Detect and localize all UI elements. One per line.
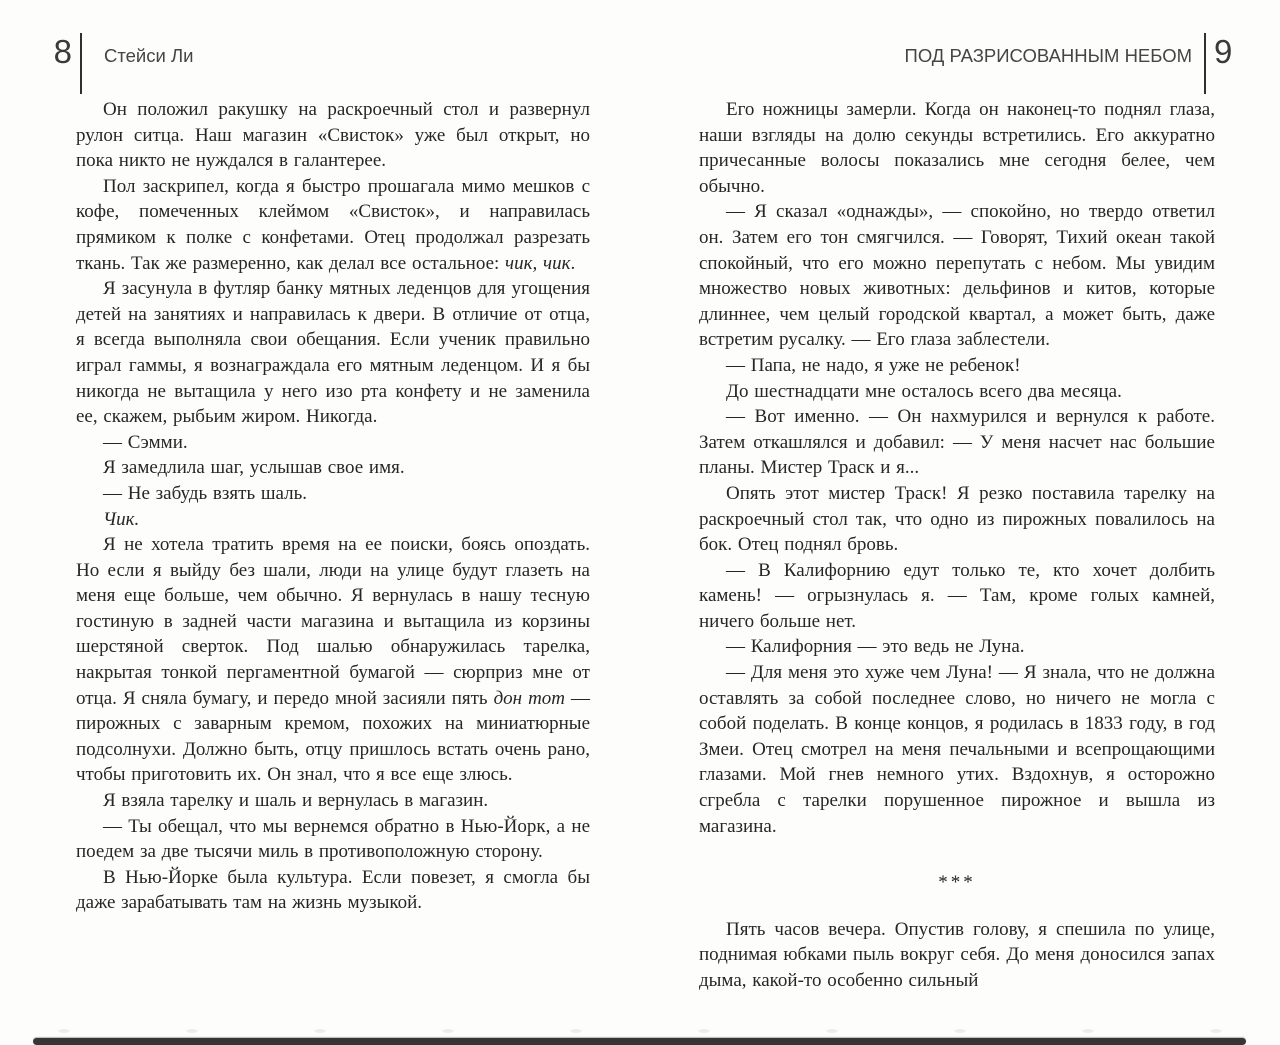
paragraph — [76, 174, 590, 276]
paragraph — [76, 532, 590, 788]
paragraph — [699, 199, 1215, 353]
text-run: Пол заскрипел, когда я быстро прошагала мимо мешков с кофе, помеченных клеймом «Свисток», и направилась прямиком к полке с конфетами. Отец продолжал разрезать ткань. Так же размеренно, как делал все остальное: — [76, 175, 590, 274]
text-run: Я замедлила шаг, услышав свое имя. — [103, 457, 405, 479]
paragraph — [76, 97, 590, 174]
paragraph — [76, 507, 590, 533]
text-run: Я засунула в футляр банку мятных леденцов для угощения детей на занятиях и направилась к двери. В отличие от отца, я всегда выполняла свои обещания. Если ученик правильно играл гаммы, я вознаграждала его мятным леденцом. И я бы никогда не вытащила у него изо рта конфету и не заменила ее, скажем, рыбьим жиром. Никогда. — [76, 278, 590, 428]
italic-text-run: дон тот — [493, 687, 566, 709]
paragraph — [699, 353, 1215, 379]
paragraph — [699, 660, 1215, 839]
text-run: — пирожных с заварным кремом, похожих на миниатюрные подсолнухи. Должно быть, отцу пришлось встать очень рано, чтобы приготовить их. Он знал, что я все еще злюсь. — [76, 687, 591, 786]
text-run: Он положил ракушку на раскроечный стол и развернул рулон ситца. Наш магазин «Свисток» уже был открыт, но пока никто не нуждался в галантерее. — [76, 99, 590, 172]
text-run: — Папа, не надо, я уже не ребенок! — [726, 354, 1021, 376]
paragraph — [76, 455, 590, 481]
text-run: — Для меня это хуже чем Луна! — Я знала, что не должна оставлять за собой последнее слово, но ничего не могла с собой поделать. В конце концов, я родилась в 1833 году, в год Змеи. Отец смотрел на меня печальными и всепрощающими глазами. Мой гнев немного утих. Вздохнув, я осторожно сгребла с тарелки порушенное пирожное и вышла из магазина. — [699, 662, 1215, 837]
text-run: — Сэмми. — [103, 431, 188, 453]
text-run: Я не хотела тратить время на ее поиски, боясь опоздать. Но если я выйду без шали, люди на улице будут глазеть на меня еще больше, чем обычно. Я вернулась в нашу тесную гостиную в задней части магазина и вытащила из корзины шерстяной сверток. Под шалью обнаружилась тарелка, накрытая тонкой пергаментной бумагой — сюрприз мне от отца. Я сняла бумагу, и передо мной засияли пять — [76, 534, 590, 709]
running-title-right: ПОД РАЗРИСОВАННЫМ НЕБОМ — [904, 45, 1192, 66]
text-run: Его ножницы замерли. Когда он наконец-то поднял глаза, наши взгляды на долю секунды встретились. Его аккуратно причесанные волосы показались мне сегодня белее, чем обычно. — [699, 99, 1215, 197]
paragraph — [699, 379, 1215, 405]
paragraph — [76, 481, 590, 507]
paragraph — [699, 481, 1215, 558]
header-divider-left — [80, 33, 82, 94]
text-run: — Ты обещал, что мы вернемся обратно в Нью-Йорк, а не поедем за две тысячи миль в противоположную сторону. — [76, 815, 590, 863]
paragraph — [76, 276, 590, 430]
right-text-column — [699, 97, 1215, 994]
paragraph — [76, 788, 590, 814]
paragraph — [699, 634, 1215, 660]
left-text-column — [76, 97, 590, 916]
paragraph — [699, 404, 1215, 481]
text-run: В Нью-Йорке была культура. Если повезет, я смогла бы даже зарабатывать там на жизнь музыкой. — [76, 866, 590, 914]
paragraph — [76, 430, 590, 456]
italic-text-run: чик, чик — [505, 252, 571, 274]
text-run: — В Калифорнию едут только те, кто хочет долбить камень! — огрызнулась я. — Там, кроме голых камней, ничего больше нет. — [699, 559, 1215, 632]
italic-text-run: Чик. — [103, 508, 140, 530]
section-divider — [699, 870, 1215, 896]
text-run: — Не забудь взять шаль. — [103, 482, 307, 504]
text-run: — Вот именно. — Он нахмурился и вернулся к работе. Затем откашлялся и добавил: — У меня насчет нас большие планы. Мистер Траск и я... — [699, 406, 1215, 479]
paragraph — [76, 814, 590, 865]
text-run: *** — [938, 872, 976, 894]
text-run: — Калифорния — это ведь не Луна. — [726, 636, 1025, 658]
paragraph — [699, 917, 1215, 994]
text-run: До шестнадцати мне осталось всего два месяца. — [726, 380, 1122, 402]
text-run: Пять часов вечера. Опустив голову, я спешила по улице, поднимая юбками пыль вокруг себя. До меня доносился запах дыма, какой-то особенно сильный — [699, 918, 1215, 991]
paragraph — [76, 865, 590, 916]
scan-smudges — [0, 1026, 1280, 1036]
header-divider-right — [1204, 33, 1206, 94]
paragraph — [699, 558, 1215, 635]
text-run: Я взяла тарелку и шаль и вернулась в магазин. — [103, 790, 489, 812]
text-run: . — [570, 252, 576, 274]
page-number-left: 8 — [53, 33, 72, 70]
text-run: — Я сказал «однажды», — спокойно, но твердо ответил он. Затем его тон смягчился. — Говорят, Тихий океан такой спокойный, что его можно перепутать с небом. Мы увидим множество новых животных: дельфинов и китов, которые длиннее, чем целый городской квартал, а может быть, даже встретим русалку. — Его глаза заблестели. — [699, 201, 1215, 351]
text-run: Опять этот мистер Траск! Я резко поставила тарелку на раскроечный стол так, что одно из пирожных повалилось на бок. Отец поднял бровь. — [699, 482, 1215, 556]
paragraph — [699, 97, 1215, 199]
page-number-right: 9 — [1214, 33, 1233, 70]
page-bottom-scan-edge — [33, 1038, 1246, 1045]
running-title-left: Стейси Ли — [104, 45, 194, 66]
